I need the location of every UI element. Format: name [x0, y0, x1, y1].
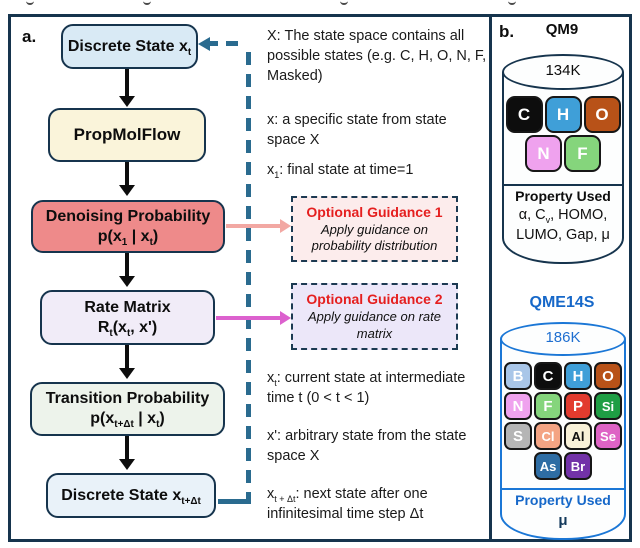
element-tile-se: Se	[594, 422, 622, 450]
down-arrow-icon	[125, 345, 129, 369]
caption-fragment	[508, 0, 516, 5]
element-tile-n: N	[525, 135, 562, 172]
qme14s-property-used-title: Property Used	[515, 492, 611, 508]
element-tile-br: Br	[564, 452, 592, 480]
flow-box-discrete-state-t	[61, 24, 198, 69]
flow-box-transition-probability	[30, 382, 225, 436]
qm9-properties-line1: α, $C_v$, HOMO,	[518, 207, 608, 225]
qm9-database-cylinder-icon	[502, 54, 624, 264]
guidance1-arrowhead-icon	[280, 219, 291, 233]
down-arrow-icon	[125, 436, 129, 460]
element-tile-row	[504, 422, 622, 450]
panel-a-label: a.	[22, 27, 37, 46]
element-tile-al: Al	[564, 422, 592, 450]
element-tile-p: P	[564, 392, 592, 420]
element-tile-f: F	[534, 392, 562, 420]
transition-line1: Transition Probability	[45, 390, 210, 407]
down-arrow-icon	[125, 253, 129, 277]
element-tile-f: F	[564, 135, 601, 172]
note-current-state: $x_t$: current state at intermediate time t (0 < t < 1)	[267, 370, 466, 406]
note-next-state: $x_{t + \Delta t}$: next state after one infinitesimal time step Δt	[267, 486, 428, 522]
element-tile-row	[525, 135, 601, 172]
flow-box-discrete-state-next	[46, 473, 216, 518]
qme14s-separator-line	[500, 488, 626, 490]
qm9-separator-line	[502, 184, 624, 186]
guidance1-body: Apply guidance on probability distribution	[311, 221, 438, 253]
feedback-loop-arrowhead-icon	[198, 37, 210, 51]
flow-box-discrete-state-next-label: Discrete State $x_{t+\Delta t}$	[61, 486, 201, 507]
qm9-properties-line2: LUMO, Gap, μ	[516, 227, 610, 243]
guidance2-arrowhead-icon	[280, 311, 291, 325]
note-state-space: X: The state space contains all possible states (e.g. C, H, O, N, F, Masked)	[267, 28, 487, 84]
qme14s-molecule-count: 186K	[545, 329, 581, 346]
caption-fragment	[143, 0, 151, 5]
flow-box-discrete-state-t-label: Discrete State $x_t$	[67, 37, 192, 58]
element-tile-n: N	[504, 392, 532, 420]
panel-b-label: b.	[499, 22, 515, 41]
qme14s-element-tiles	[500, 362, 626, 480]
guidance1-arrow	[226, 224, 280, 228]
feedback-loop-dashed-line	[246, 52, 251, 504]
qm9-molecule-count: 134K	[545, 62, 581, 79]
feedback-loop-top-segment	[206, 41, 246, 46]
guidance2-body: Apply guidance on rate matrix	[308, 309, 441, 341]
note-specific-state: x: a specific state from state space X	[267, 112, 447, 148]
note-final-state: $x_1$: final state at time=1	[267, 162, 414, 180]
element-tile-si: Si	[594, 392, 622, 420]
rate-formula: $R_t(x_t$, x')	[97, 318, 158, 339]
optional-guidance-1-box	[291, 196, 458, 262]
down-arrowhead-icon	[119, 96, 135, 107]
element-tile-c: C	[534, 362, 562, 390]
denoising-line1: Denoising Probability	[45, 207, 211, 225]
down-arrowhead-icon	[119, 276, 135, 287]
flow-box-propmolflow	[48, 108, 206, 162]
element-tile-h: H	[545, 96, 582, 133]
qme14s-property-value: μ	[558, 512, 568, 529]
guidance2-arrow	[216, 316, 280, 320]
rate-line1: Rate Matrix	[84, 298, 171, 316]
element-tile-h: H	[564, 362, 592, 390]
panel-divider	[489, 14, 492, 542]
element-tile-c: C	[506, 96, 543, 133]
flow-box-denoising-probability	[31, 200, 225, 253]
down-arrow-icon	[125, 162, 129, 186]
down-arrow-icon	[125, 69, 129, 97]
flow-box-rate-matrix	[40, 290, 215, 345]
element-tile-row	[504, 362, 622, 390]
qme14s-dataset-title: QME14S	[529, 294, 595, 311]
caption-fragment	[26, 0, 34, 5]
down-arrowhead-icon	[119, 459, 135, 470]
caption-fragment	[340, 0, 348, 5]
transition-formula: $p(x_{t+\Delta t}$ | $x_t$)	[90, 410, 165, 431]
element-tile-o: O	[594, 362, 622, 390]
down-arrowhead-icon	[119, 368, 135, 379]
qme14s-database-cylinder-icon	[500, 322, 626, 540]
element-tile-row	[504, 392, 622, 420]
element-tile-row	[534, 452, 592, 480]
optional-guidance-2-box	[291, 283, 458, 350]
element-tile-b: B	[504, 362, 532, 390]
element-tile-o: O	[584, 96, 621, 133]
feedback-loop-bottom-segment	[218, 499, 251, 504]
down-arrowhead-icon	[119, 185, 135, 196]
element-tile-s: S	[504, 422, 532, 450]
guidance1-title: Optional Guidance 1	[306, 203, 443, 220]
flow-box-propmolflow-label: PropMolFlow	[73, 125, 181, 145]
denoising-formula: $p(x_1$ | $x_t$)	[97, 227, 159, 248]
guidance2-title: Optional Guidance 2	[306, 291, 443, 308]
element-tile-as: As	[534, 452, 562, 480]
qm9-property-used-title: Property Used	[515, 188, 611, 204]
qm9-dataset-title: QM9	[545, 21, 579, 38]
element-tile-cl: Cl	[534, 422, 562, 450]
qm9-element-tiles	[502, 96, 624, 172]
element-tile-row	[506, 96, 621, 133]
note-arbitrary-state: x': arbitrary state from the state space X	[267, 428, 467, 464]
